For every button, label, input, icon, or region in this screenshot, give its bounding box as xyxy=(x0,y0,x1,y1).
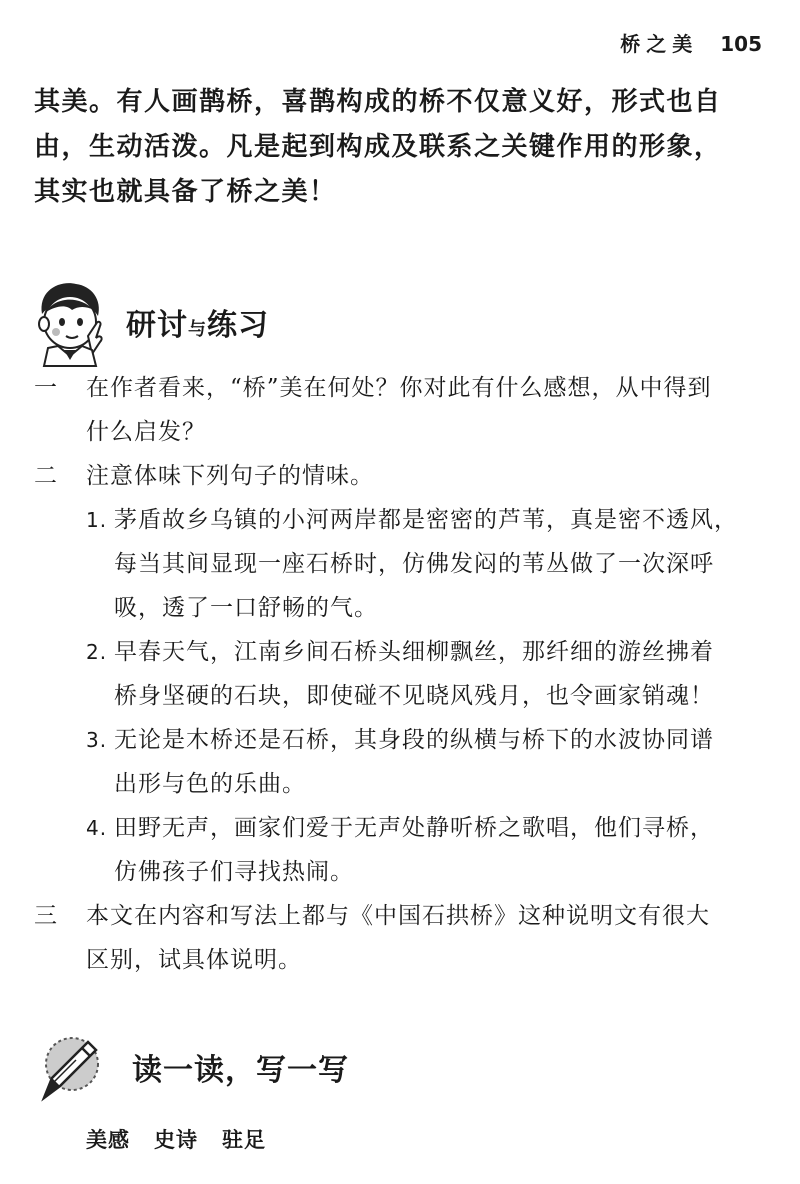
text-line: 其实也就具备了桥之美！ xyxy=(34,177,337,207)
section-title-discussion: 研讨与练习 xyxy=(126,308,269,343)
vocabulary-list xyxy=(86,1124,266,1154)
item-number: 1. xyxy=(86,508,108,532)
text-line: 桥身坚硬的石块，即使碰不见晓风残月，也令画家销魂！ xyxy=(114,683,714,709)
question-1 xyxy=(34,366,774,454)
text-line: 每当其间显现一座石桥时，仿佛发闷的苇丛做了一次深呼 xyxy=(114,551,714,577)
text-line: 仿佛孩子们寻找热闹。 xyxy=(114,859,354,885)
text-line: 注意体味下列句子的情味。 xyxy=(86,463,374,489)
question-marker: 三 xyxy=(34,903,58,929)
item-number: 2. xyxy=(86,640,108,664)
page-header xyxy=(620,28,762,57)
text-line: 本文在内容和写法上都与《中国石拱桥》这种说明文有很大 xyxy=(86,903,710,929)
sub-item-3 xyxy=(86,718,786,806)
sub-item-2 xyxy=(86,630,786,718)
text-line: 由，生动活泼。凡是起到构成及联系之关键作用的形象， xyxy=(34,132,722,162)
running-title: 桥之美 xyxy=(620,32,699,56)
text-line: 田野无声，画家们爱于无声处静听桥之歌唱，他们寻桥， xyxy=(114,815,714,841)
read-write-section-header xyxy=(36,1032,349,1102)
section-title-read-write: 读一读，写一写 xyxy=(132,1053,349,1088)
text-line: 其美。有人画鹊桥，喜鹊构成的桥不仅意义好，形式也自 xyxy=(34,87,722,117)
text-line: 吸，透了一口舒畅的气。 xyxy=(114,595,378,621)
item-number: 3. xyxy=(86,728,108,752)
intro-paragraph xyxy=(34,80,774,215)
text-line: 无论是木桥还是石桥，其身段的纵横与桥下的水波协同谱 xyxy=(114,727,714,753)
question-marker: 一 xyxy=(34,375,58,401)
pen-nib-icon xyxy=(36,1032,102,1102)
page-number: 105 xyxy=(720,32,762,56)
vocab-word: 驻足 xyxy=(222,1127,266,1152)
text-line: 什么启发？ xyxy=(86,419,206,445)
question-2 xyxy=(34,454,774,498)
text-line: 茅盾故乡乌镇的小河两岸都是密密的芦苇，真是密不透风， xyxy=(114,507,738,533)
vocab-word: 美感 xyxy=(86,1127,130,1152)
sub-item-1 xyxy=(86,498,786,630)
boy-thinking-icon xyxy=(30,276,112,368)
text-line: 早春天气，江南乡间石桥头细柳飘丝，那纤细的游丝拂着 xyxy=(114,639,714,665)
question-3 xyxy=(34,894,774,982)
text-line: 出形与色的乐曲。 xyxy=(114,771,306,797)
vocab-word: 史诗 xyxy=(154,1127,198,1152)
discussion-section-header xyxy=(30,276,269,368)
sub-item-4 xyxy=(86,806,786,894)
text-line: 区别，试具体说明。 xyxy=(86,947,302,973)
text-line: 在作者看来，“桥”美在何处？你对此有什么感想，从中得到 xyxy=(86,375,712,401)
item-number: 4. xyxy=(86,816,108,840)
question-marker: 二 xyxy=(34,463,58,489)
